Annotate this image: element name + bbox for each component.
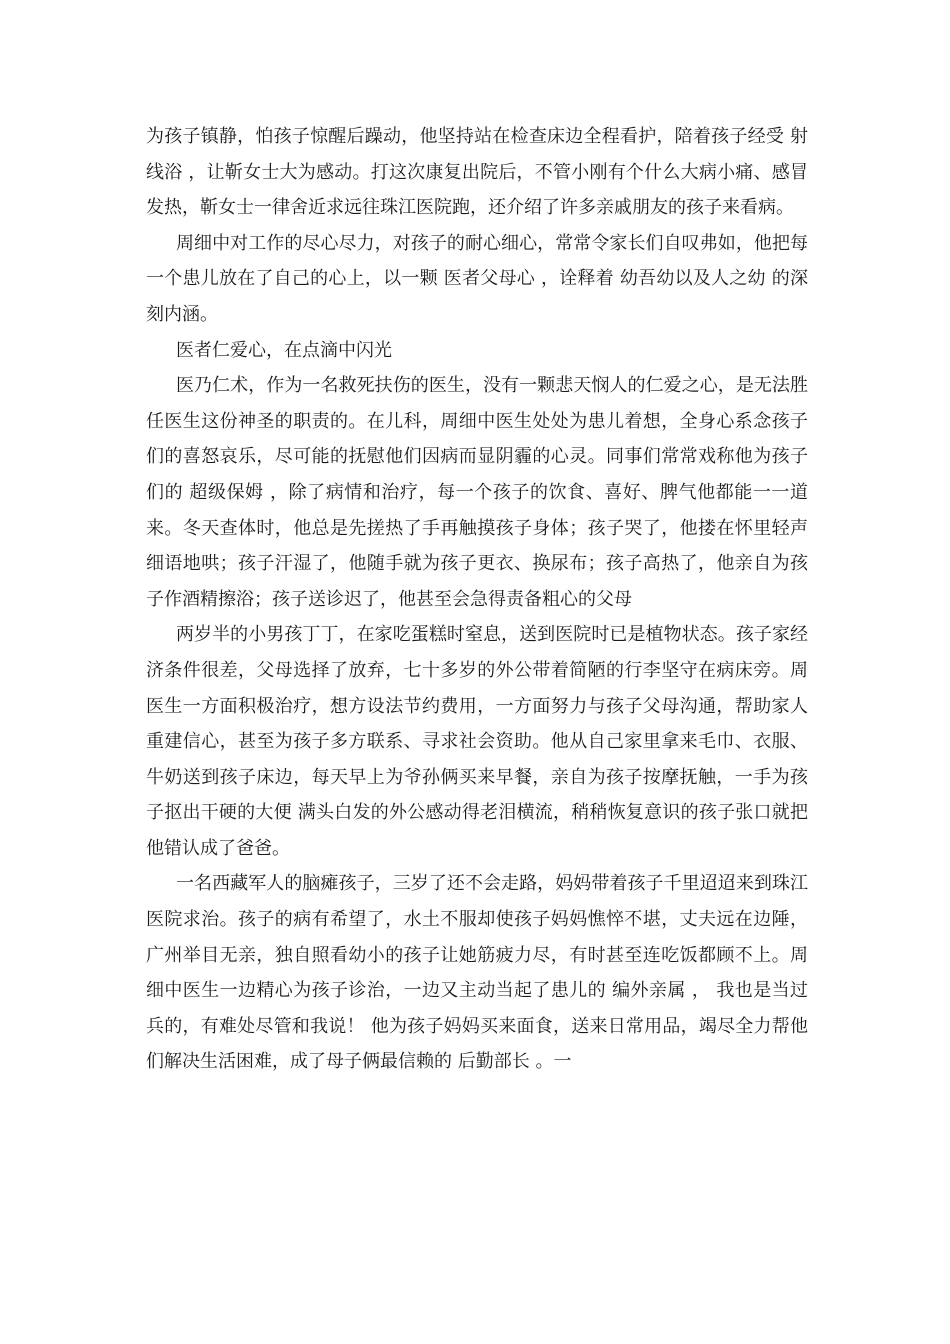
paragraph-continuation: 为孩子镇静，怕孩子惊醒后躁动，他坚持站在检查床边全程看护，陪着孩子经受 射线浴 ，让靳女士大为感动。打这次康复出院后，不管小刚有个什么大病小痛、感冒发热，靳女士一律舍近求远往珠江医院跑，还介绍了许多亲戚朋友的孩子来看病。 [146, 126, 808, 219]
paragraph-benevolence: 医乃仁术，作为一名救死扶伤的医生，没有一颗悲天悯人的仁爱之心，是无法胜任医生这份神圣的职责的。在儿科，周细中医生处处为患儿着想，全身心系念孩子们的喜怒哀乐，尽可能的抚慰他们因病而显阴霾的心灵。同事们常常戏称他为孩子们的 超级保姆 ，除了病情和治疗，每一个孩子的饮食、喜好、脾气他都能一一道来。冬天查体时，他总是先搓热了手再触摸孩子身体；孩子哭了，他搂在怀里轻声细语地哄；孩子汗湿了，他随手就为孩子更衣、换尿布；孩子高热了，他亲自为孩子作酒精擦浴；孩子送诊迟了，他甚至会急得责备粗心的父母 [146, 375, 808, 610]
section-heading: 医者仁爱心，在点滴中闪光 [176, 339, 392, 361]
document-page [146, 119, 808, 1080]
paragraph-tibet-soldier: 一名西藏军人的脑瘫孩子，三岁了还不会走路，妈妈带着孩子千里迢迢来到珠江医院求治。孩子的病有希望了，水土不服却使孩子妈妈憔悴不堪，丈夫远在边陲，广州举目无亲，独自照看幼小的孩子让她筋疲力尽，有时甚至连吃饭都顾不上。周细中医生一边精心为孩子诊治，一边又主动当起了患儿的 编外亲属 ， 我也是当过兵的，有难处尽管和我说！ 他为孩子妈妈买来面食，送来日常用品，竭尽全力帮他们解决生活困难，成了母子俩最信赖的 后勤部长 。一 [146, 873, 808, 1073]
paragraph-dedication: 周细中对工作的尽心尽力，对孩子的耐心细心，常常令家长们自叹弗如，他把每一个患儿放在了自己的心上，以一颗 医者父母心 ，诠释着 幼吾幼以及人之幼 的深刻内涵。 [146, 232, 808, 325]
paragraph-dingding: 两岁半的小男孩丁丁，在家吃蛋糕时窒息，送到医院时已是植物状态。孩子家经济条件很差，父母选择了放弃，七十多岁的外公带着简陋的行李坚守在病床旁。周医生一方面积极治疗，想方设法节约费用，一方面努力与孩子父母沟通，帮助家人重建信心，甚至为孩子多方联系、寻求社会资助。他从自己家里拿来毛巾、衣服、牛奶送到孩子床边，每天早上为爷孙俩买来早餐，亲自为孩子按摩抚触，一手为孩子抠出干硬的大便 满头白发的外公感动得老泪横流，稍稍恢复意识的孩子张口就把他错认成了爸爸。 [146, 624, 808, 859]
